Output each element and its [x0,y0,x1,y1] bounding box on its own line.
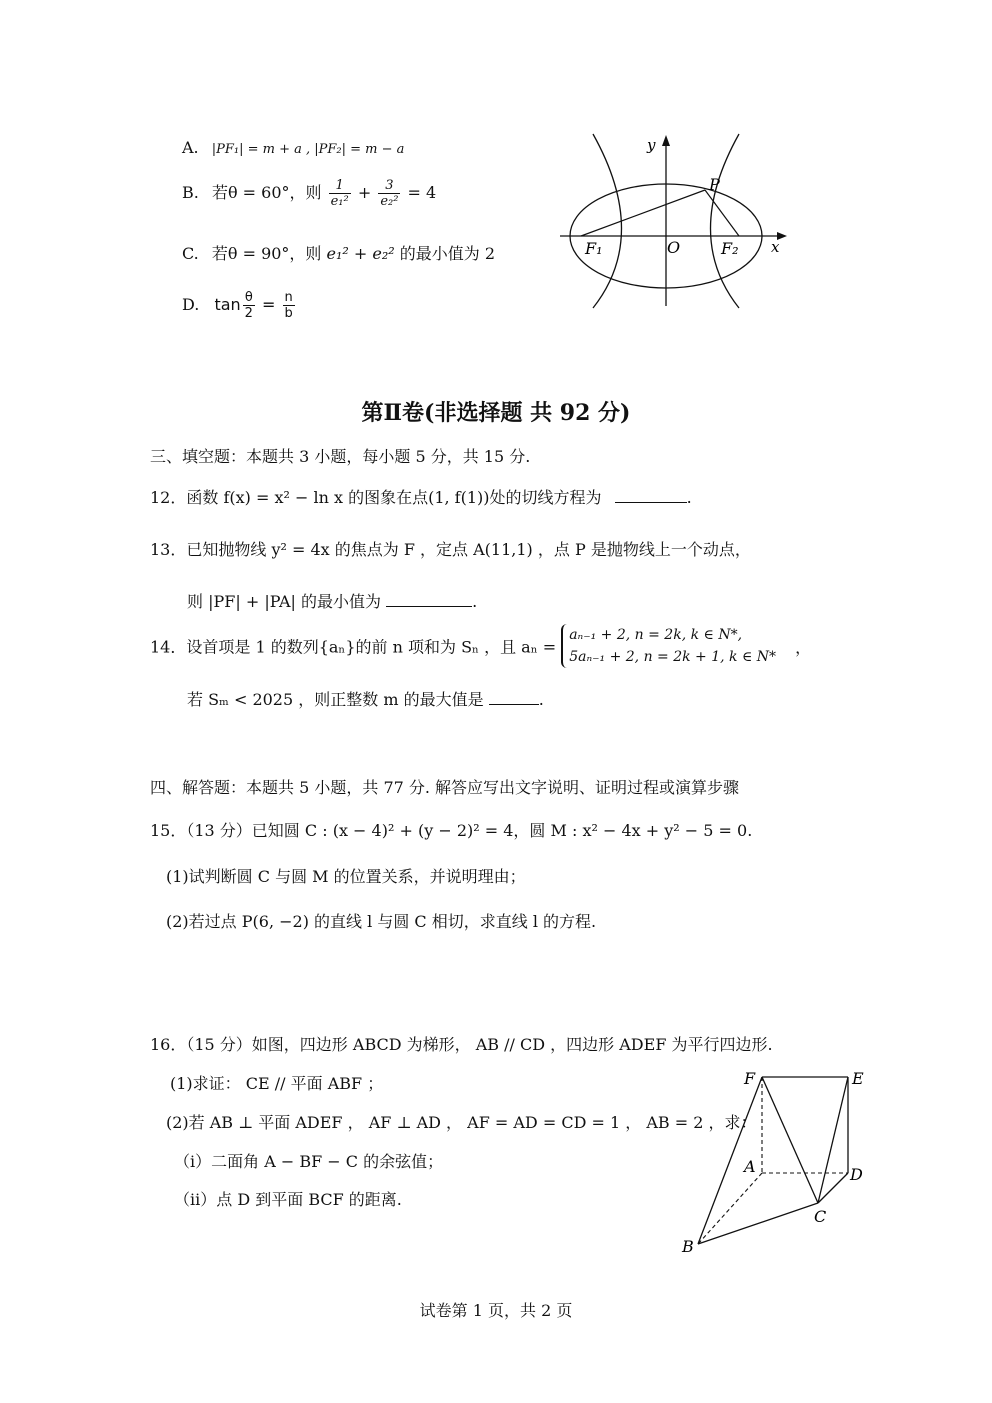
label-point-b: B [682,1237,694,1256]
option-d-frac1 [243,290,255,321]
page-footer: 试卷第 1 页，共 2 页 [419,1301,573,1320]
q14-line2-text: 若 Sₘ < 2025 ，则正整数 m 的最大值是 [187,690,484,709]
label-point-f: F [744,1069,756,1088]
option-b-den1: e₁² [330,194,349,209]
label-point-c: C [814,1207,827,1226]
q13-end: . [472,592,478,611]
ellipse-hyperbola-figure [555,128,845,310]
label-f2: F₂ [721,239,739,258]
option-a-letter: A. [182,138,199,157]
fill-heading: 三、填空题：本题共 3 小题，每小题 5 分，共 15 分. [150,447,531,466]
option-b-letter: B. [182,183,199,202]
q12-end: . [686,488,692,507]
option-d-pre: tan [214,295,241,314]
section-2-title: 第Ⅱ卷(非选择题 共 92 分) [361,400,631,426]
edge-cd [818,1173,848,1203]
option-b-post: = 4 [407,183,437,202]
q14-case1: aₙ₋₁ + 2, n = 2k, k ∈ N*, [569,627,743,643]
label-point-a: A [744,1157,756,1176]
option-b-frac1 [329,178,351,209]
label-point-d: D [850,1165,863,1184]
option-c-letter: C. [182,244,199,263]
question-12 [150,485,692,508]
question-13-line1: 13．已知抛物线 y² = 4x 的焦点为 F ，定点 A(11,1) ，点 P 是抛物线上一个动点， [150,540,751,559]
edge-ce [818,1077,848,1203]
option-b-frac2 [378,178,400,209]
q14-answer-blank[interactable] [489,690,539,705]
q12-answer-blank[interactable] [615,488,687,503]
label-f1: F₁ [585,239,603,258]
hyperbola-left-branch [593,134,622,308]
edge-bc [698,1203,818,1244]
option-c-expr: e₁² + e₂² [326,244,395,263]
option-c [182,241,495,264]
question-16-part1: (1)求证： CE // 平面 ABF ； [170,1074,384,1093]
option-a [182,138,404,157]
option-d-num2: n [283,290,295,306]
q13-answer-blank[interactable] [386,592,472,607]
option-d [182,290,297,321]
hyperbola-right-branch [711,134,740,308]
question-15-part2: (2)若过点 P(6, −2) 的直线 l 与圆 C 相切，求直线 l 的方程. [166,912,597,931]
question-15-stem: 15．（13 分）已知圆 C : (x − 4)² + (y − 2)² = 4，圆 M : x² − 4x + y² − 5 = 0. [150,821,753,840]
option-d-den2: b [284,306,293,321]
solve-heading: 四、解答题：本题共 5 小题，共 77 分. 解答应写出文字说明、证明过程或演算步骤 [150,778,740,797]
option-d-eq: = [262,295,276,314]
question-14-line2 [187,687,544,710]
question-16-part3: （ⅰ）二面角 A − BF − C 的余弦值； [174,1152,444,1171]
edge-fc [762,1077,818,1203]
question-15-part1: (1)试判断圆 C 与圆 M 的位置关系，并说明理由； [166,867,526,886]
label-x: x [771,238,780,256]
label-p: P [709,175,720,194]
label-y: y [647,136,656,154]
question-13-line2 [187,589,477,612]
question-16-stem: 16．（15 分）如图，四边形 ABCD 为梯形， AB // CD ，四边形 ADEF 为平行四边形. [150,1035,773,1054]
option-b-pre: 若θ = 60°，则 [211,183,322,202]
option-d-num: θ [243,290,255,306]
option-c-pre: 若θ = 90°，则 [211,244,322,263]
solid-geometry-figure [676,1062,876,1262]
label-o: O [667,238,681,257]
option-d-letter: D. [182,295,200,314]
q14-case2: 5aₙ₋₁ + 2, n = 2k + 1, k ∈ N* [569,649,777,665]
option-b-den2: e₂² [380,194,399,209]
q13-line2-text: 则 |PF| + |PA| 的最小值为 [187,592,382,611]
option-b-num1: 1 [329,178,351,194]
line-f1-p [581,190,705,236]
question-16-part2: (2)若 AB ⊥ 平面 ADEF ， AF ⊥ AD ， AF = AD = CD = 1 ， AB = 2 ，求： [166,1113,757,1132]
option-b-plus: + [357,183,372,202]
option-a-text: |PF₁| = m + a , |PF₂| = m − a [211,142,405,157]
option-c-post: 的最小值为 2 [399,244,496,263]
question-14-line1 [150,624,811,668]
q14-pre: 14．设首项是 1 的数列{aₙ}的前 n 项和为 Sₙ ，且 aₙ = [150,637,557,657]
option-b-num2: 3 [378,178,400,194]
q14-piecewise [561,624,776,668]
label-point-e: E [852,1069,864,1088]
question-16-part4: （ⅱ）点 D 到平面 BCF 的距离. [174,1190,402,1209]
q14-end: . [538,690,544,709]
option-d-frac2 [283,290,295,321]
option-d-den: 2 [244,306,253,321]
q12-text: 12．函数 f(x) = x² − ln x 的图象在点(1, f(1))处的切线方程为 [150,488,602,507]
q14-comma: ， [795,637,812,657]
y-axis-arrow [662,135,670,146]
option-b [182,178,436,209]
